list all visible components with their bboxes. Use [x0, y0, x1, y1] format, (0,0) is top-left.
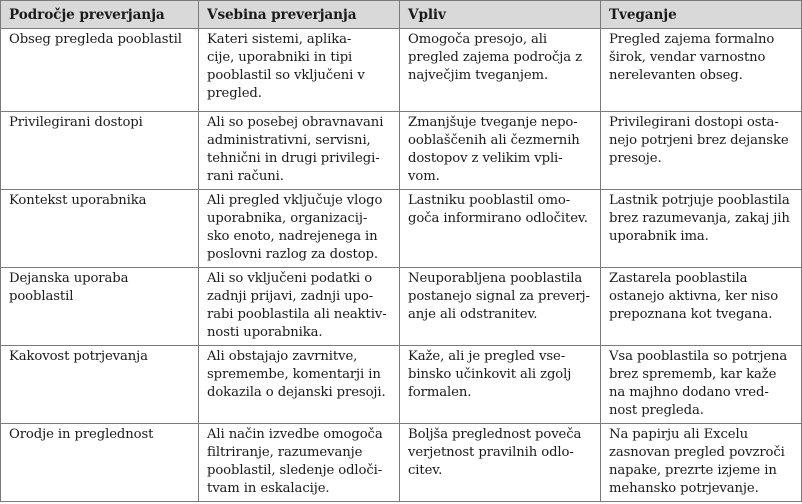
cell-text: Lastniku pooblastil omo- goča informirano odločitev. — [408, 193, 588, 226]
cell-risk — [601, 424, 802, 502]
cell-text: Ali pregled vključuje vlogo uporabnika, organizacij- sko enoto, nadrejenega in poslovni razlog za dostop. — [207, 193, 383, 262]
header-content: Vsebina preverjanja — [199, 1, 400, 29]
cell-text: Kontekst uporabnika — [9, 193, 147, 208]
cell-content — [199, 190, 400, 268]
cell-impact — [400, 29, 601, 112]
cell-risk — [601, 190, 802, 268]
table-row — [1, 346, 802, 424]
cell-risk — [601, 29, 802, 112]
cell-content — [199, 424, 400, 502]
cell-text: Ali obstajajo zavrnitve, spremembe, komentarji in dokazila o dejanski presoji. — [207, 349, 386, 400]
cell-text: Ali so posebej obravnavani administrativni, servisni, tehnični in drugi privilegi- rani računi. — [207, 115, 384, 184]
cell-text: Zastarela pooblastila ostanejo aktivna, ker niso prepoznana kot tvegana. — [609, 271, 779, 322]
cell-text: Omogoča presojo, ali pregled zajema področja z največjim tveganjem. — [408, 32, 582, 83]
cell-text: Boljša preglednost poveča verjetnost pravilnih odlo- citev. — [408, 427, 582, 478]
cell-risk — [601, 112, 802, 190]
cell-content — [199, 112, 400, 190]
cell-text: Privilegirani dostopi osta- nejo potrjeni brez dejanske presoje. — [609, 115, 789, 166]
cell-text: Orodje in preglednost — [9, 427, 154, 442]
cell-content — [199, 268, 400, 346]
cell-area — [1, 112, 199, 190]
cell-text: Ali način izvedbe omogoča filtriranje, razumevanje pooblastil, sledenje odloči- tvam in eskalacije. — [207, 427, 383, 496]
table-row — [1, 268, 802, 346]
cell-content — [199, 29, 400, 112]
cell-text: Kaže, ali je pregled vse- binsko učinkovit ali zgolj formalen. — [408, 349, 572, 400]
cell-text: Na papirju ali Excelu zasnovan pregled povzroči napake, prezrte izjeme in mehansko potrjevanje. — [609, 427, 785, 496]
cell-text: Obseg pregleda pooblastil — [9, 32, 182, 47]
cell-text: Pregled zajema formalno širok, vendar varnostno nerelevanten obseg. — [609, 32, 775, 83]
cell-text: Neuporabljena pooblastila postanejo signal za preverj- anje ali odstranitev. — [408, 271, 590, 322]
cell-text: Lastnik potrjuje pooblastila brez razumevanja, zakaj jih uporabnik ima. — [609, 193, 790, 244]
cell-text: Privilegirani dostopi — [9, 115, 143, 130]
cell-text: Kateri sistemi, aplika- cije, uporabniki in tipi pooblastil so vključeni v pregled. — [207, 32, 365, 101]
cell-impact — [400, 190, 601, 268]
cell-content — [199, 346, 400, 424]
table-row — [1, 190, 802, 268]
table-row — [1, 29, 802, 112]
table-row — [1, 112, 802, 190]
header-impact: Vpliv — [400, 1, 601, 29]
cell-impact — [400, 268, 601, 346]
cell-area — [1, 268, 199, 346]
cell-text: Vsa pooblastila so potrjena brez sprememb, kar kaže na majhno dodano vred- nost pregleda. — [609, 349, 788, 418]
header-area: Področje preverjanja — [1, 1, 199, 29]
cell-text: Ali so vključeni podatki o zadnji prijavi, zadnji upo- rabi pooblastila ali neaktiv- nosti uporabnika. — [207, 271, 387, 340]
cell-area — [1, 346, 199, 424]
cell-area — [1, 424, 199, 502]
cell-impact — [400, 424, 601, 502]
header-risk: Tveganje — [601, 1, 802, 29]
cell-area — [1, 29, 199, 112]
cell-text: Zmanjšuje tveganje nepo- ooblaščenih ali čezmernih dostopov z velikim vpli- vom. — [408, 115, 580, 184]
cell-impact — [400, 346, 601, 424]
cell-area — [1, 190, 199, 268]
cell-text: Dejanska uporaba pooblastil — [9, 271, 129, 304]
header-row — [1, 1, 802, 29]
cell-risk — [601, 268, 802, 346]
cell-risk — [601, 346, 802, 424]
cell-impact — [400, 112, 601, 190]
cell-text: Kakovost potrjevanja — [9, 349, 148, 364]
table-row — [1, 424, 802, 502]
